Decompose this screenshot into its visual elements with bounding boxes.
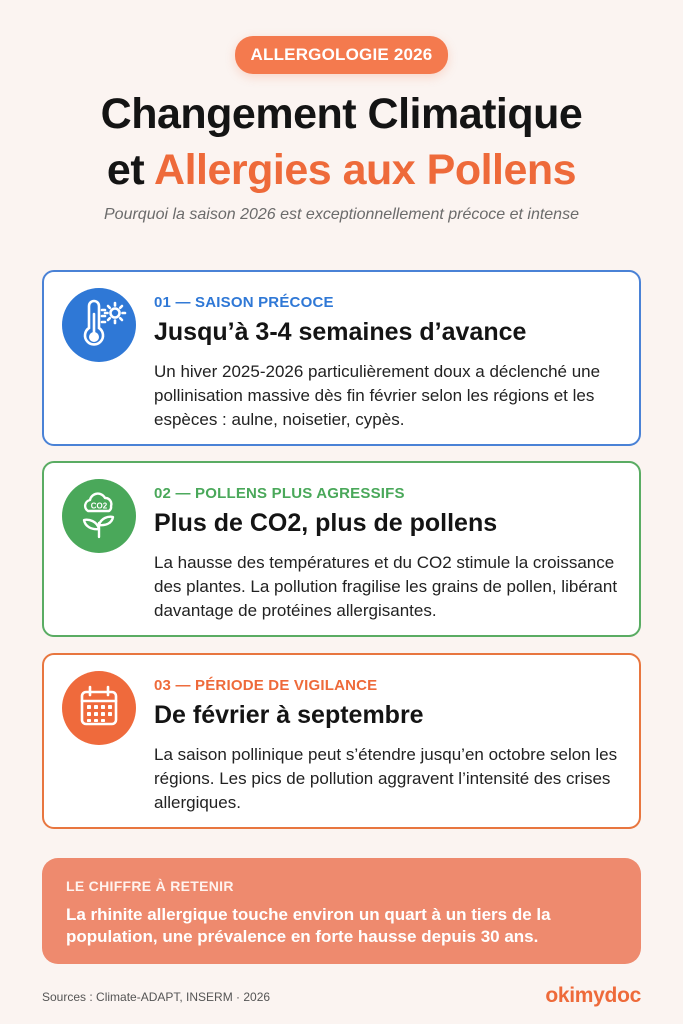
card-title: Jusqu’à 3-4 semaines d’avance <box>154 318 527 346</box>
card-kicker: 03 — PÉRIODE DE VIGILANCE <box>154 677 378 694</box>
card-body: La saison pollinique peut s’étendre jusqu’en octobre selon les régions. Les pics de pollution aggravent l’intensité des crises allergiques. <box>154 745 618 812</box>
info-card-aggressive-pollens <box>42 461 641 637</box>
key-figure-label: LE CHIFFRE À RETENIR <box>66 878 234 894</box>
title-line-1: Changement Climatique <box>100 90 583 138</box>
category-badge: ALLERGOLOGIE 2026 <box>235 36 449 74</box>
title-line-2-prefix: et <box>106 146 145 194</box>
thermometer-sun-icon <box>62 288 136 362</box>
info-card-early-season <box>42 270 641 446</box>
card-kicker: 01 — SAISON PRÉCOCE <box>154 294 334 311</box>
title-line-2-accent: Allergies aux Pollens <box>154 146 577 194</box>
info-card-vigilance-period <box>42 653 641 829</box>
key-figure-text: La rhinite allergique touche environ un quart à un tiers de la population, une prévalence en forte hausse depuis 30 ans. <box>66 905 551 946</box>
card-body: La hausse des températures et du CO2 stimule la croissance des plantes. La pollution fragilise les grains de pollen, libérant davantage de protéines allergisantes. <box>154 553 618 620</box>
card-title: De février à septembre <box>154 701 424 729</box>
sources-note: Sources : Climate-ADAPT, INSERM · 2026 <box>42 990 271 1004</box>
key-figure-box <box>42 858 641 964</box>
co2-plant-icon <box>62 479 136 553</box>
page-subtitle: Pourquoi la saison 2026 est exceptionnellement précoce et intense <box>104 206 579 223</box>
card-title: Plus de CO2, plus de pollens <box>154 509 498 537</box>
calendar-icon <box>62 671 136 745</box>
svg-text:CO2: CO2 <box>90 501 108 511</box>
card-kicker: 02 — POLLENS PLUS AGRESSIFS <box>154 485 405 502</box>
brand-logo: okimydoc <box>545 984 641 1007</box>
page-title <box>0 86 683 198</box>
card-body: Un hiver 2025-2026 particulièrement doux a déclenché une pollinisation massive dès fin février selon les régions et les espèces : aulne, noisetier, cypès. <box>154 362 601 429</box>
